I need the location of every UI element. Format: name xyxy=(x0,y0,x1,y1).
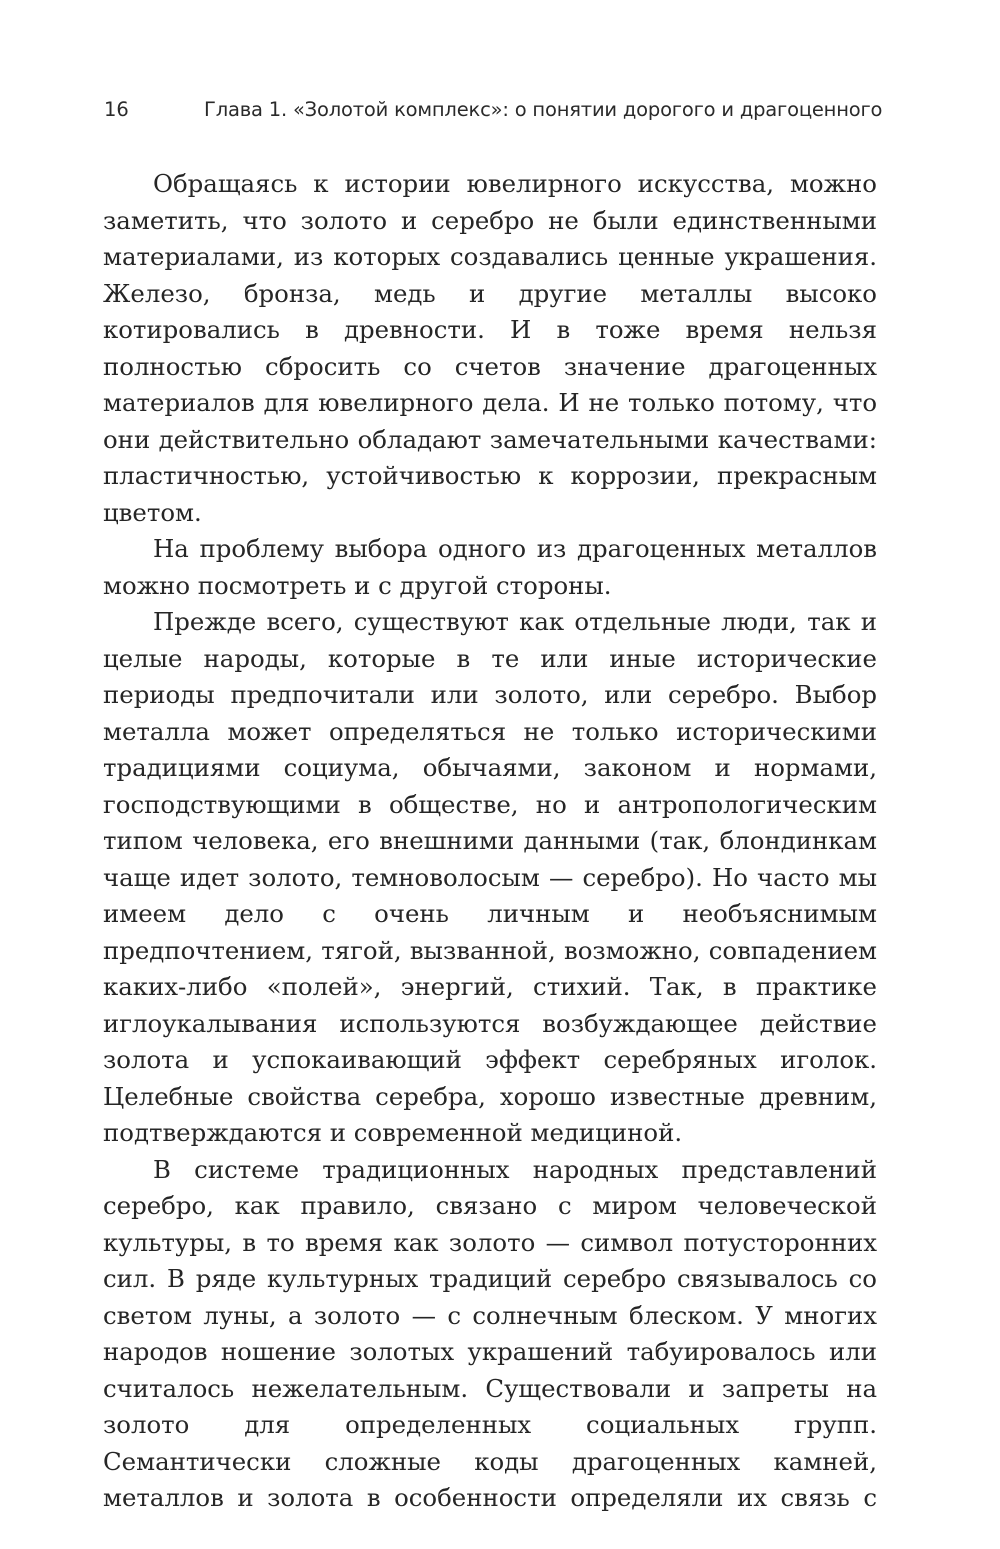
paragraph-4: В системе традиционных народных представлений серебро, как правило, связано с миром человеческой культуры, в то время как золото — символ потусторонних сил. В ряде культурных традиций серебро связывалось со светом луны, а золото — с солнечным блеском. У многих народов ношение золотых украшений табуировалось или считалось нежелательным. Существовали и запреты на золото для определенных социальных групп. Семантически сложные коды драгоценных камней, металлов и золота в особенности определяли их связь с xyxy=(103,1154,877,1512)
chapter-title: Глава 1. «Золотой комплекс»: о понятии дорогого и драгоценного xyxy=(204,98,883,121)
page-number: 16 xyxy=(104,98,129,121)
paragraph-3: Прежде всего, существуют как отдельные люди, так и целые народы, которые в те или иные исторические периоды предпочитали или золото, или серебро. Выбор металла может определяться не только историческими традициями социума, обычаями, законом и нормами, господствующими в обществе, но и антропологическим типом человека, его внешними данными (так, блондинкам чаще идет золото, темноволосым — серебро). Но часто мы имеем дело с очень личным и необъяснимым предпочтением, тягой, вызванной, возможно, совпадением каких-либо «полей», энергий, стихий. Так, в практике иглоукалывания используются возбуждающее действие золота и успокаивающий эффект серебряных иголок. Целебные свойства серебра, хорошо известные древним, подтверждаются и современной медициной. xyxy=(103,607,877,1147)
running-header xyxy=(104,96,883,130)
paragraph-1: Обращаясь к истории ювелирного искусства, можно заметить, что золото и серебро не были единственными материалами, из которых создавались ценные украшения. Железо, бронза, медь и другие металлы высоко котировались в древности. И в тоже время нельзя полностью сбросить со счетов значение драгоценных материалов для ювелирного дела. И не только потому, что они действительно обладают замечательными качествами: пластичностью, устойчивостью к коррозии, прекрасным цветом. xyxy=(103,169,877,527)
paragraph-2: На проблему выбора одного из драгоценных металлов можно посмотреть и с другой стороны. xyxy=(103,534,877,600)
body-text xyxy=(103,166,877,1517)
